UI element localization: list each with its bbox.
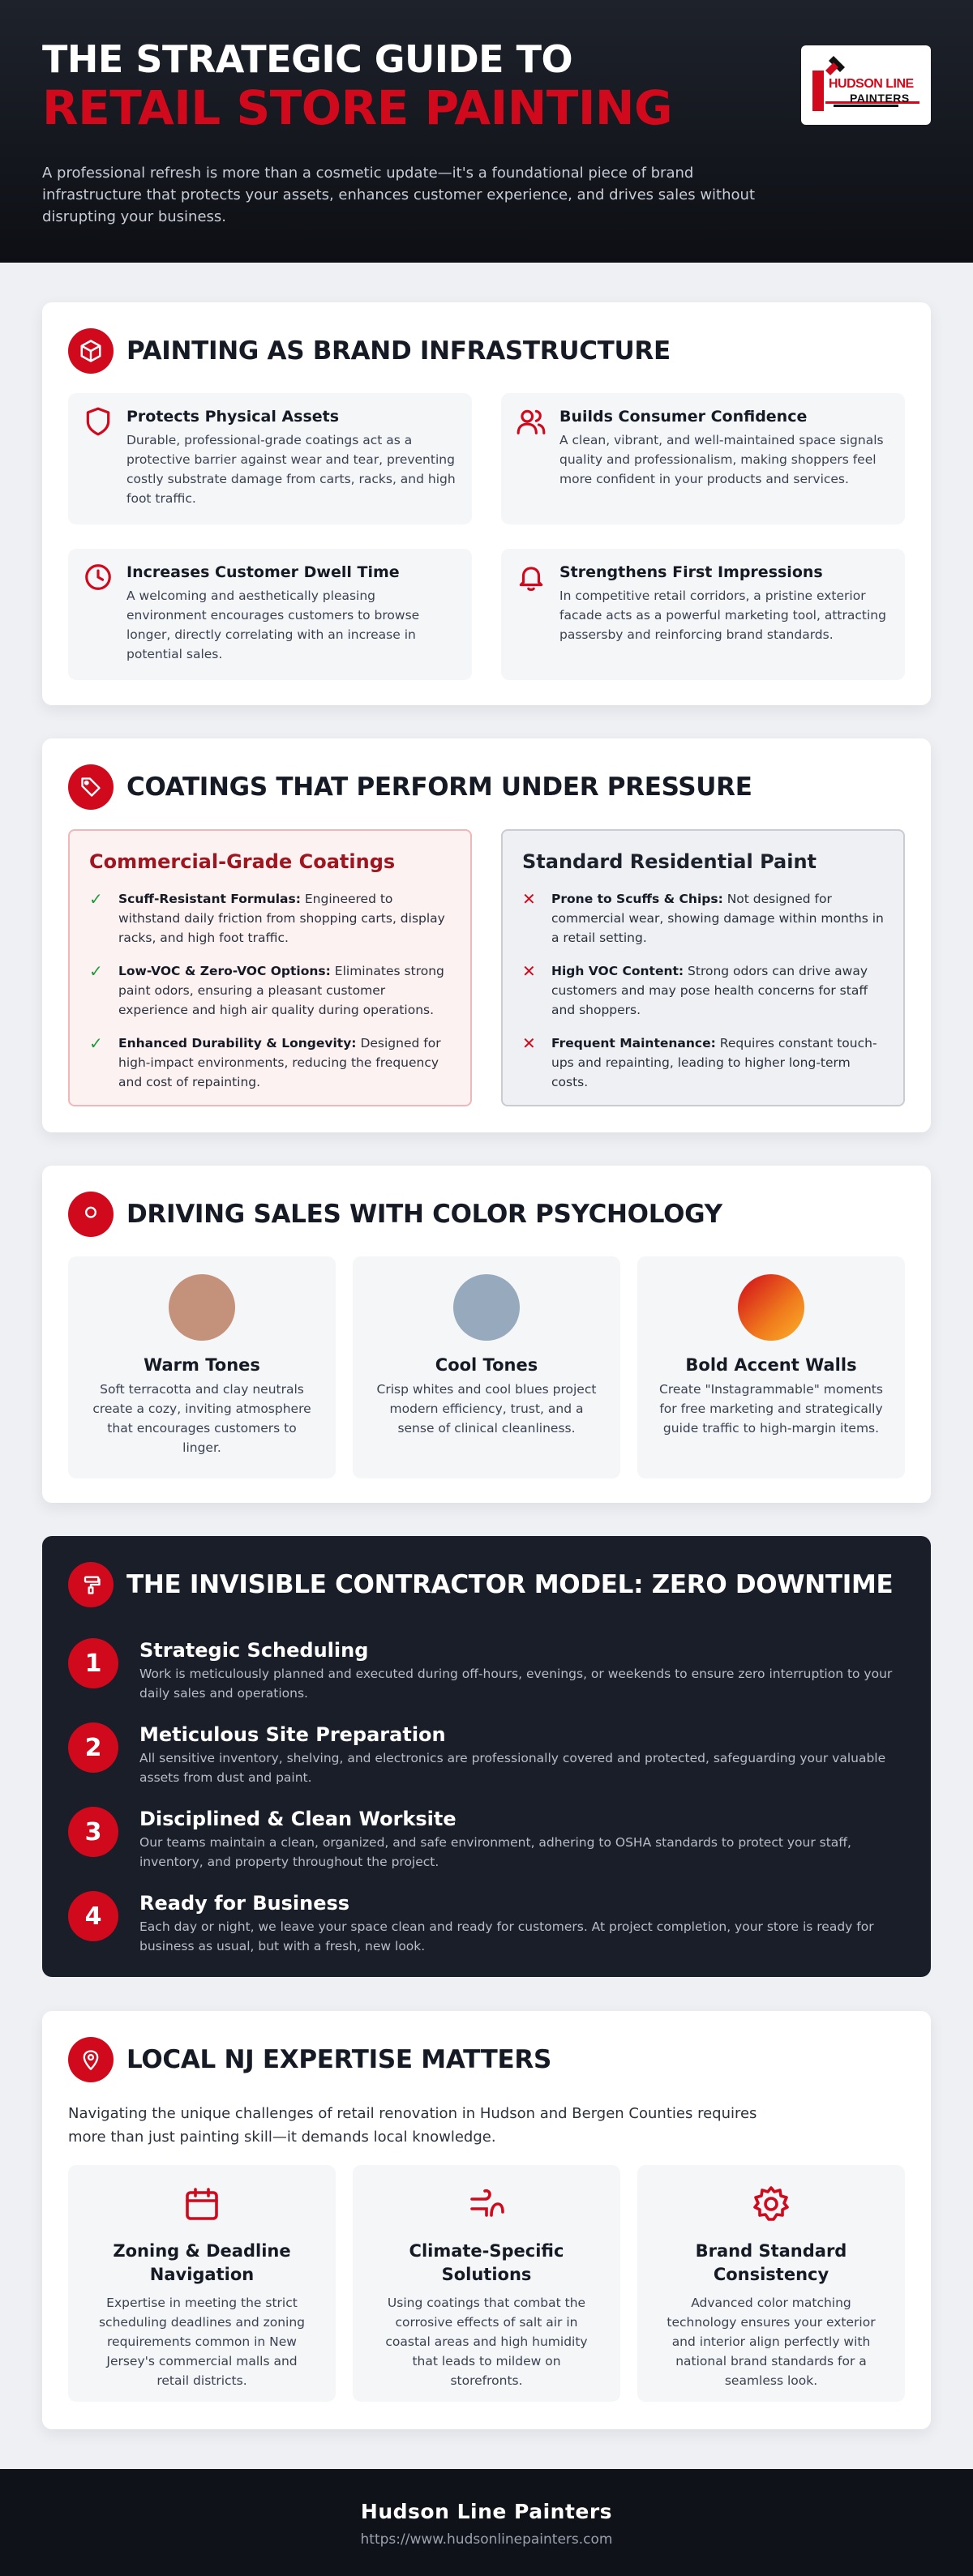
feature-title: Increases Customer Dwell Time [126,563,400,581]
step-text: Work is meticulously planned and executed during off-hours, evenings, or weekends to ensure zero interruption to your daily sales and operations. [139,1667,893,1701]
hero-subtitle: A professional refresh is more than a cosmetic update—it's a foundational piece of brand infrastructure that protects your assets, enhances customer experience, and drives sales without disrupting your business. [42,165,756,225]
tile-title: Warm Tones [144,1355,260,1375]
section-title: DRIVING SALES WITH COLOR PSYCHOLOGY [126,1200,722,1229]
paint-roller-icon [68,1562,114,1607]
item-label: Prone to Scuffs & Chips: [551,892,723,906]
feature-text: A clean, vibrant, and well-maintained space signals quality and professionalism, making shoppers feel more confident in your products and services. [559,433,884,486]
company-logo[interactable] [801,45,931,125]
feature-card [68,393,472,524]
hero-title-line1: THE STRATEGIC GUIDE TO [42,37,573,81]
section-brand-infrastructure [42,302,931,705]
bold-swatch [738,1274,804,1341]
color-tile-cool [353,1256,620,1478]
warm-swatch [169,1274,235,1341]
process-step [68,1722,910,1787]
wind-icon [467,2184,506,2223]
commercial-coatings-panel [68,829,472,1106]
item-label: Frequent Maintenance: [551,1036,716,1051]
footer-website-link[interactable]: https://www.hudsonlinepainters.com [360,2531,613,2548]
checkmark-icon: ✓ [89,961,103,981]
cool-swatch [453,1274,520,1341]
panel-title: Standard Residential Paint [522,850,817,873]
item-label: High VOC Content: [551,964,684,978]
feature-title: Strengthens First Impressions [559,563,823,581]
process-step [68,1891,910,1956]
item-label: Scuff-Resistant Formulas: [118,892,301,906]
item-text: Designed for high-impact environments, reducing the frequency and cost of repainting. [118,1036,441,1089]
map-pin-icon [68,2037,114,2082]
logo-text-line1: HUDSON LINE [829,77,914,91]
logo-text-line2: PAINTERS [850,92,910,105]
clock-icon [83,562,114,593]
tile-text: Crisp whites and cool blues project modern efficiency, trust, and a sense of clinical cleanliness. [376,1382,597,1436]
section-title: COATINGS THAT PERFORM UNDER PRESSURE [126,772,752,802]
step-text: Each day or night, we leave your space clean and ready for customers. At project completion, your store is ready for business as usual, but with a fresh, new look. [139,1919,874,1953]
item-text: Requires constant touch-ups and repainting, leading to higher long-term costs. [551,1036,877,1089]
bell-icon [516,562,547,593]
panel-title: Commercial-Grade Coatings [89,850,396,873]
feature-title: Builds Consumer Confidence [559,408,808,426]
feature-text: A welcoming and aesthetically pleasing environment encourages customers to browse longer, directly correlating with an increase in potential sales. [126,588,420,661]
tile-text: Using coatings that combat the corrosive effects of salt air in coastal areas and high humidity that leads to mildew on storefronts. [385,2296,588,2388]
hero-title-line2: RETAIL STORE PAINTING [42,80,673,135]
footer [0,2469,973,2576]
list-item [89,889,451,948]
section-title: THE INVISIBLE CONTRACTOR MODEL: ZERO DOWNTIME [126,1570,894,1599]
step-number: 3 [68,1807,118,1857]
process-step [68,1638,910,1703]
item-text: Not designed for commercial wear, showing damage within months in a retail setting. [551,892,884,945]
section-coatings [42,738,931,1132]
tile-text: Soft terracotta and clay neutrals create a cozy, inviting atmosphere that encourages customers to linger. [92,1382,311,1455]
step-text: Our teams maintain a clean, organized, and safe environment, adhering to OSHA standards to protect your staff, inventory, and property throughout the project. [139,1835,851,1869]
section-title: LOCAL NJ EXPERTISE MATTERS [126,2045,551,2074]
x-mark-icon: ✕ [522,961,536,981]
color-tile-warm [68,1256,336,1478]
step-title: Disciplined & Clean Worksite [139,1808,456,1830]
section-title: PAINTING AS BRAND INFRASTRUCTURE [126,336,671,366]
gear-icon [752,2184,791,2223]
box-icon [68,328,114,374]
tile-text: Advanced color matching technology ensures your exterior and interior align perfectly with national brand standards for a seamless look. [667,2296,876,2388]
list-item [89,961,451,1020]
users-icon [516,406,547,437]
item-label: Enhanced Durability & Longevity: [118,1036,357,1051]
expertise-tile [637,2165,905,2402]
feature-text: In competitive retail corridors, a pristine exterior facade acts as a powerful marketing tool, attracting passersby and reinforcing brand standards. [559,588,886,642]
step-title: Strategic Scheduling [139,1639,369,1662]
list-item [522,889,884,948]
expertise-tile [353,2165,620,2402]
calendar-icon [182,2184,221,2223]
checkmark-icon: ✓ [89,1033,103,1053]
expertise-tile [68,2165,336,2402]
tile-title: Climate-Specific Solutions [409,2241,564,2284]
tag-icon [68,764,114,810]
feature-card [501,393,905,524]
feature-card [501,549,905,680]
section-invisible-contractor [42,1536,931,1977]
hero-header [0,0,973,263]
color-tile-bold [637,1256,905,1478]
x-mark-icon: ✕ [522,889,536,909]
list-item [522,1033,884,1092]
section-color-psychology [42,1166,931,1503]
list-item [522,961,884,1020]
item-text: Engineered to withstand daily friction from shopping carts, display racks, and high foot traffic. [118,892,445,945]
x-mark-icon: ✕ [522,1033,536,1053]
feature-card [68,549,472,680]
item-text: Eliminates strong paint odors, ensuring a pleasant customer experience and high air quality during operations. [118,964,444,1017]
section-intro: Navigating the unique challenges of retail renovation in Hudson and Bergen Counties requires more than just painting skill—it demands local knowledge. [68,2105,757,2146]
step-text: All sensitive inventory, shelving, and electronics are professionally covered and protected, safeguarding your valuable assets from dust and paint. [139,1751,886,1785]
checkmark-icon: ✓ [89,889,103,909]
section-local-expertise [42,2011,931,2429]
tile-title: Zoning & Deadline Navigation [113,2241,291,2284]
palette-icon [68,1192,114,1237]
step-number: 4 [68,1891,118,1941]
step-number: 1 [68,1638,118,1688]
item-text: Strong odors can drive away customers and may pose health concerns for staff and shoppers. [551,964,868,1017]
footer-company-name: Hudson Line Painters [360,2500,613,2523]
item-label: Low-VOC & Zero-VOC Options: [118,964,331,978]
feature-text: Durable, professional-grade coatings act as a protective barrier against wear and tear, preventing costly substrate damage from carts, racks, and high foot traffic. [126,433,456,506]
feature-title: Protects Physical Assets [126,408,340,426]
step-number: 2 [68,1722,118,1773]
tile-title: Bold Accent Walls [685,1355,857,1375]
process-step [68,1807,910,1872]
step-title: Ready for Business [139,1892,350,1915]
tile-title: Cool Tones [435,1355,538,1375]
tile-text: Expertise in meeting the strict scheduling deadlines and zoning requirements common in New Jersey's commercial malls and retail districts. [98,2296,305,2388]
tile-title: Brand Standard Consistency [695,2241,847,2284]
residential-paint-panel [501,829,905,1106]
list-item [89,1033,451,1092]
step-title: Meticulous Site Preparation [139,1723,446,1746]
tile-text: Create "Instagrammable" moments for free marketing and strategically guide traffic to high-margin items. [659,1382,883,1436]
shield-icon [83,406,114,437]
